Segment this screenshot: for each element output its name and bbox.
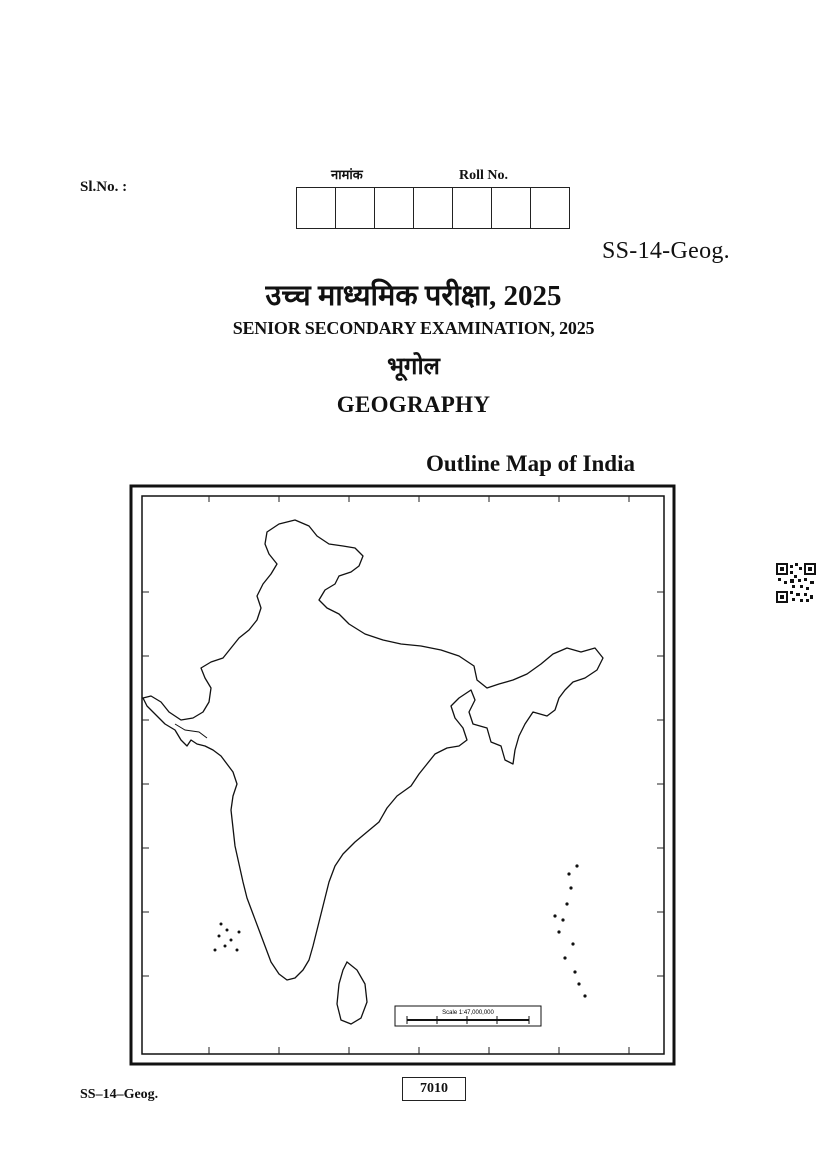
subject-hindi: भूगोल: [387, 354, 440, 380]
roll-number-box[interactable]: [297, 188, 336, 228]
exam-title-hindi: उच्च माध्यमिक परीक्षा, 2025: [265, 280, 562, 312]
roll-number-box[interactable]: [492, 188, 531, 228]
scale-label: Scale 1:47,000,000: [442, 1010, 494, 1016]
paper-code: SS-14-Geog.: [602, 238, 730, 264]
roll-number-box[interactable]: [336, 188, 375, 228]
qr-code-icon: [776, 563, 816, 603]
roll-number-label-hindi: नामांक: [331, 167, 363, 182]
india-outline: [143, 520, 603, 980]
island-groups: [214, 864, 587, 997]
gulf-of-kutch: [175, 724, 207, 738]
map-title: Outline Map of India: [426, 451, 635, 476]
roll-number-boxes[interactable]: [296, 187, 570, 229]
outline-map-of-india: [129, 484, 676, 1066]
roll-number-box[interactable]: [453, 188, 492, 228]
page-code-box: 7010: [402, 1077, 466, 1101]
roll-number-label: Roll No.: [459, 168, 508, 183]
exam-title-english: SENIOR SECONDARY EXAMINATION, 2025: [232, 318, 595, 338]
roll-number-box[interactable]: [375, 188, 414, 228]
footer-paper-code: SS–14–Geog.: [80, 1087, 159, 1102]
roll-number-box[interactable]: [531, 188, 569, 228]
graticule-ticks: [142, 496, 664, 1054]
sri-lanka-outline: [337, 962, 367, 1024]
serial-number-label: Sl.No. :: [80, 179, 128, 195]
scale-bar: [395, 1006, 541, 1026]
roll-number-box[interactable]: [414, 188, 453, 228]
subject-english: GEOGRAPHY: [336, 392, 491, 417]
